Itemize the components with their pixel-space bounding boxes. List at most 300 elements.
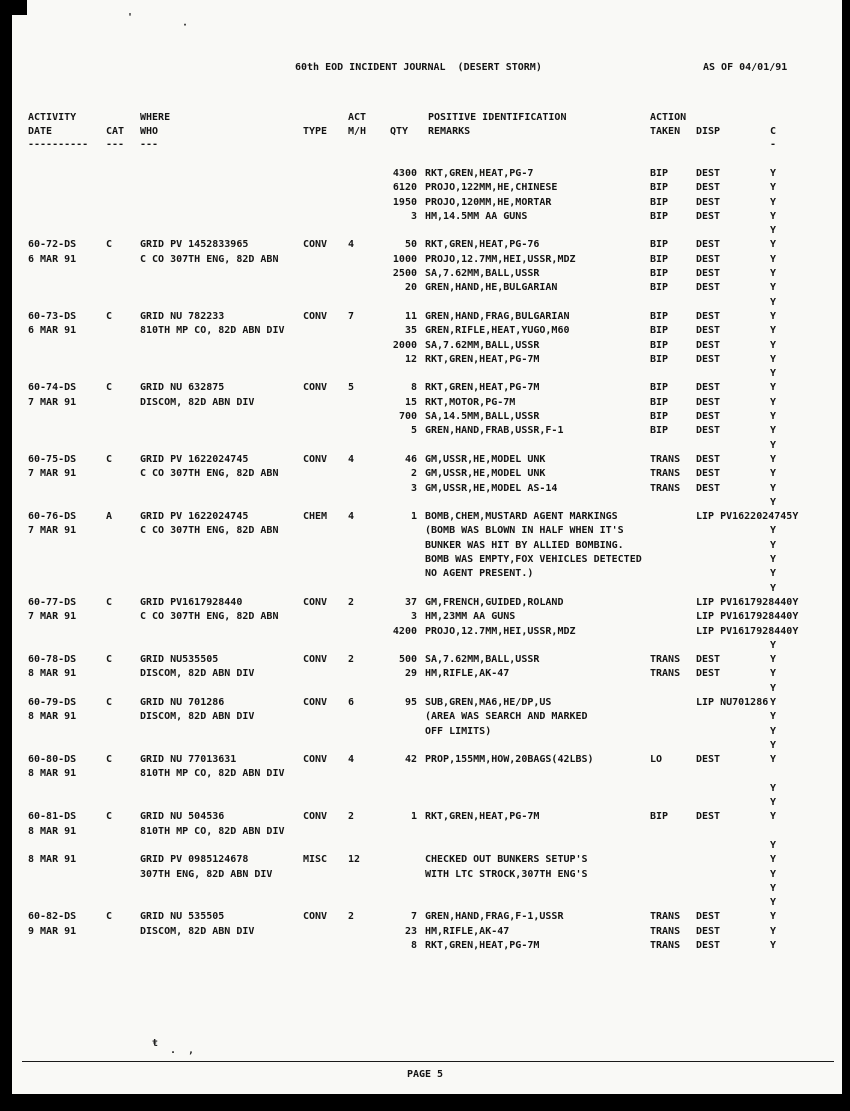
cell-remarks: GREN,HAND,HE,BULGARIAN	[425, 282, 558, 294]
cell-remarks: GM,FRENCH,GUIDED,ROLAND	[425, 596, 564, 608]
cell-qty: 37	[404, 596, 417, 608]
cell-disp: LIP NU701286	[696, 696, 769, 708]
cell-action-taken: LO	[650, 754, 663, 766]
cell-remarks: RKT,GREN,HEAT,PG-7M	[425, 353, 540, 365]
cell-qty: 23	[404, 925, 417, 937]
cell-qty: 1	[410, 511, 417, 523]
cell-disp: DEST	[696, 754, 721, 766]
cell-activity-date: 60-74-DS	[28, 382, 77, 394]
cell-c: Y	[770, 325, 777, 337]
journal-row	[0, 540, 850, 554]
cell-type: CONV	[303, 382, 328, 394]
cell-remarks: BUNKER WAS HIT BY ALLIED BOMBING.	[425, 539, 624, 551]
cell-remarks: NO AGENT PRESENT.)	[425, 568, 534, 580]
cell-activity-date: 6 MAR 91	[28, 325, 77, 337]
journal-row	[0, 311, 850, 325]
cell-activity-date: 60-77-DS	[28, 596, 77, 608]
cell-category: C	[106, 453, 113, 465]
cell-remarks: (BOMB WAS BLOWN IN HALF WHEN IT'S	[425, 525, 624, 537]
journal-row	[0, 797, 850, 811]
cell-c: Y	[770, 925, 777, 937]
journal-row	[0, 340, 850, 354]
cell-c: Y	[770, 882, 777, 894]
journal-row	[0, 597, 850, 611]
cell-act-mh: 4	[348, 453, 355, 465]
cell-action-taken: BIP	[650, 253, 669, 265]
cell-qty: 3	[410, 210, 417, 222]
cell-activity-date: 8 MAR 91	[28, 768, 77, 780]
cell-c: Y	[770, 582, 777, 594]
journal-row	[0, 583, 850, 597]
cell-action-taken: TRANS	[650, 482, 681, 494]
header-qty: QTY	[390, 126, 409, 137]
cell-remarks: RKT,GREN,HEAT,PG-7	[425, 168, 534, 179]
cell-disp: DEST	[696, 453, 721, 465]
cell-qty: 11	[404, 310, 417, 322]
cell-activity-date: 7 MAR 91	[28, 611, 77, 623]
scan-artifact: ·	[182, 20, 189, 31]
cell-action-taken: BIP	[650, 339, 669, 351]
cell-qty: 15	[404, 396, 417, 408]
header-who: WHO	[140, 126, 159, 137]
cell-c: Y	[770, 911, 777, 923]
cell-act-mh: 2	[348, 911, 355, 923]
cell-c: Y	[770, 668, 777, 680]
cell-qty: 6120	[392, 182, 417, 194]
cell-where-who: GRID NU 504536	[140, 811, 225, 823]
journal-row	[0, 511, 850, 525]
cell-qty: 2000	[392, 339, 417, 351]
cell-c: Y	[770, 854, 777, 866]
cell-type: CONV	[303, 310, 328, 322]
journal-row	[0, 211, 850, 225]
journal-row	[0, 611, 850, 625]
cell-type: CHEM	[303, 511, 328, 523]
cell-c: Y	[770, 253, 777, 265]
cell-remarks: PROJO,12.7MM,HEI,USSR,MDZ	[425, 253, 576, 265]
cell-disp: DEST	[696, 425, 721, 437]
cell-remarks: GM,USSR,HE,MODEL AS-14	[425, 482, 558, 494]
cell-disp: DEST	[696, 268, 721, 280]
cell-c: Y	[770, 782, 777, 794]
journal-row	[0, 640, 850, 654]
cell-where-who: GRID NU 535505	[140, 911, 225, 923]
cell-remarks: SUB,GREN,MA6,HE/DP,US	[425, 696, 552, 708]
document-title: 60th EOD INCIDENT JOURNAL (DESERT STORM)	[295, 62, 542, 73]
header-taken: TAKEN	[650, 126, 681, 137]
cell-remarks: SA,7.62MM,BALL,USSR	[425, 654, 540, 666]
scan-artifact: ŧ	[152, 1038, 159, 1049]
cell-qty: 50	[404, 239, 417, 251]
journal-row	[0, 254, 850, 268]
cell-qty: 8	[410, 940, 417, 952]
header-c-dash: -	[770, 139, 777, 150]
header-activity: ACTIVITY	[28, 112, 77, 123]
journal-body	[0, 168, 850, 954]
journal-row	[0, 368, 850, 382]
cell-disp: DEST	[696, 325, 721, 337]
cell-activity-date: 8 MAR 91	[28, 668, 77, 680]
cell-c: Y	[770, 568, 777, 580]
cell-activity-date: 8 MAR 91	[28, 854, 77, 866]
header-where: WHERE	[140, 112, 171, 123]
cell-where-who: C CO 307TH ENG, 82D ABN	[140, 468, 279, 480]
cell-c: Y	[770, 797, 777, 809]
cell-c: Y	[770, 296, 777, 308]
cell-c: Y	[770, 525, 777, 537]
cell-activity-date: 8 MAR 91	[28, 825, 77, 837]
cell-remarks: RKT,GREN,HEAT,PG-7M	[425, 940, 540, 952]
cell-where-who: DISCOM, 82D ABN DIV	[140, 711, 255, 723]
cell-where-who: DISCOM, 82D ABN DIV	[140, 668, 255, 680]
cell-c: Y	[770, 496, 777, 508]
cell-action-taken: BIP	[650, 396, 669, 408]
header-act: ACT	[348, 112, 367, 123]
cell-c: Y	[770, 382, 777, 394]
cell-c: Y	[770, 282, 777, 294]
cell-type: CONV	[303, 696, 328, 708]
journal-row	[0, 282, 850, 296]
cell-where-who: GRID PV 0985124678	[140, 854, 249, 866]
cell-type: CONV	[303, 811, 328, 823]
cell-type: CONV	[303, 239, 328, 251]
cell-activity-date: 60-78-DS	[28, 654, 77, 666]
cell-act-mh: 4	[348, 511, 355, 523]
cell-action-taken: TRANS	[650, 911, 681, 923]
cell-act-mh: 6	[348, 696, 355, 708]
header-c: C	[770, 126, 777, 137]
header-mh: M/H	[348, 126, 367, 137]
journal-row	[0, 883, 850, 897]
cell-qty: 29	[404, 668, 417, 680]
journal-row	[0, 568, 850, 582]
cell-qty: 8	[410, 382, 417, 394]
journal-row	[0, 654, 850, 668]
cell-disp: DEST	[696, 668, 721, 680]
cell-qty: 500	[398, 654, 417, 666]
cell-disp: DEST	[696, 182, 721, 194]
cell-c: Y	[770, 210, 777, 222]
cell-disp: DEST	[696, 911, 721, 923]
cell-remarks: RKT,GREN,HEAT,PG-7M	[425, 811, 540, 823]
cell-action-taken: BIP	[650, 210, 669, 222]
cell-c: Y	[770, 196, 777, 208]
cell-activity-date: 60-76-DS	[28, 511, 77, 523]
cell-c: Y	[770, 897, 777, 909]
cell-qty: 42	[404, 754, 417, 766]
journal-row	[0, 711, 850, 725]
journal-row	[0, 726, 850, 740]
header-cat: CAT	[106, 126, 125, 137]
cell-c: Y	[770, 811, 777, 823]
cell-where-who: GRID PV1617928440	[140, 596, 243, 608]
cell-qty: 700	[398, 411, 417, 423]
journal-row	[0, 397, 850, 411]
cell-action-taken: BIP	[650, 168, 669, 179]
cell-c: Y	[770, 411, 777, 423]
cell-category: C	[106, 239, 113, 251]
journal-row	[0, 497, 850, 511]
cell-where-who: 307TH ENG, 82D ABN DIV	[140, 868, 273, 880]
cell-c: Y	[770, 425, 777, 437]
cell-qty: 2500	[392, 268, 417, 280]
cell-qty: 1000	[392, 253, 417, 265]
cell-c: Y	[770, 310, 777, 322]
journal-row	[0, 554, 850, 568]
cell-where-who: DISCOM, 82D ABN DIV	[140, 925, 255, 937]
journal-row	[0, 225, 850, 239]
cell-where-who: DISCOM, 82D ABN DIV	[140, 396, 255, 408]
journal-row	[0, 668, 850, 682]
cell-remarks: SA,7.62MM,BALL,USSR	[425, 339, 540, 351]
cell-remarks: RKT,GREN,HEAT,PG-76	[425, 239, 540, 251]
journal-row	[0, 168, 850, 182]
cell-type: CONV	[303, 911, 328, 923]
cell-type: CONV	[303, 596, 328, 608]
cell-disp: DEST	[696, 468, 721, 480]
cell-c: Y	[770, 682, 777, 694]
cell-type: MISC	[303, 854, 328, 866]
cell-c: Y	[770, 482, 777, 494]
cell-remarks: HM,14.5MM AA GUNS	[425, 210, 528, 222]
cell-qty: 5	[410, 425, 417, 437]
cell-activity-date: 60-73-DS	[28, 310, 77, 322]
cell-where-who: C CO 307TH ENG, 82D ABN	[140, 525, 279, 537]
cell-disp: DEST	[696, 396, 721, 408]
cell-c: Y	[770, 468, 777, 480]
cell-qty: 20	[404, 282, 417, 294]
cell-qty: 3	[410, 611, 417, 623]
header-date-dashes: ----------	[28, 139, 89, 150]
cell-activity-date: 6 MAR 91	[28, 253, 77, 265]
scan-artifact: . ,	[170, 1045, 195, 1056]
header-cat-dashes: ---	[106, 139, 125, 150]
cell-remarks: HM,RIFLE,AK-47	[425, 668, 510, 680]
cell-category: C	[106, 654, 113, 666]
cell-remarks: GREN,HAND,FRAG,F-1,USSR	[425, 911, 564, 923]
cell-where-who: C CO 307TH ENG, 82D ABN	[140, 611, 279, 623]
cell-c: Y	[770, 225, 777, 237]
cell-activity-date: 60-81-DS	[28, 811, 77, 823]
cell-where-who: 810TH MP CO, 82D ABN DIV	[140, 768, 285, 780]
cell-disp: DEST	[696, 940, 721, 952]
cell-disp: DEST	[696, 210, 721, 222]
cell-action-taken: BIP	[650, 196, 669, 208]
cell-disp: LIP PV1617928440Y	[696, 625, 799, 637]
cell-remarks: RKT,GREN,HEAT,PG-7M	[425, 382, 540, 394]
journal-row	[0, 754, 850, 768]
cell-remarks: WITH LTC STROCK,307TH ENG'S	[425, 868, 588, 880]
cell-where-who: 810TH MP CO, 82D ABN DIV	[140, 325, 285, 337]
cell-category: C	[106, 310, 113, 322]
cell-action-taken: TRANS	[650, 453, 681, 465]
cell-remarks: PROJO,120MM,HE,MORTAR	[425, 196, 552, 208]
journal-row	[0, 911, 850, 925]
journal-row	[0, 854, 850, 868]
cell-remarks: SA,7.62MM,BALL,USSR	[425, 268, 540, 280]
cell-action-taken: BIP	[650, 382, 669, 394]
header-action: ACTION	[650, 112, 687, 123]
cell-act-mh: 12	[348, 854, 361, 866]
cell-c: Y	[770, 711, 777, 723]
journal-row	[0, 926, 850, 940]
cell-disp: DEST	[696, 282, 721, 294]
cell-c: Y	[770, 353, 777, 365]
cell-qty: 4200	[392, 625, 417, 637]
header-positive-identification: POSITIVE IDENTIFICATION	[428, 112, 567, 123]
cell-action-taken: TRANS	[650, 940, 681, 952]
cell-type: CONV	[303, 453, 328, 465]
cell-c: Y	[770, 739, 777, 751]
journal-row	[0, 468, 850, 482]
cell-action-taken: BIP	[650, 811, 669, 823]
cell-c: Y	[770, 239, 777, 251]
cell-qty: 4300	[392, 168, 417, 179]
cell-act-mh: 4	[348, 239, 355, 251]
cell-c: Y	[770, 754, 777, 766]
scan-border-bottom	[0, 1094, 850, 1111]
header-type: TYPE	[303, 126, 328, 137]
header-who-dashes: ---	[140, 139, 159, 150]
cell-c: Y	[770, 268, 777, 280]
journal-row	[0, 454, 850, 468]
cell-qty: 12	[404, 353, 417, 365]
cell-remarks: PROJO,122MM,HE,CHINESE	[425, 182, 558, 194]
cell-act-mh: 2	[348, 654, 355, 666]
cell-category: C	[106, 754, 113, 766]
cell-where-who: 810TH MP CO, 82D ABN DIV	[140, 825, 285, 837]
cell-remarks: GREN,HAND,FRAG,BULGARIAN	[425, 310, 570, 322]
journal-row	[0, 382, 850, 396]
cell-disp: DEST	[696, 411, 721, 423]
cell-disp: DEST	[696, 925, 721, 937]
cell-qty: 1	[410, 811, 417, 823]
cell-activity-date: 9 MAR 91	[28, 925, 77, 937]
cell-activity-date: 60-72-DS	[28, 239, 77, 251]
cell-type: CONV	[303, 754, 328, 766]
cell-remarks: GREN,HAND,FRAB,USSR,F-1	[425, 425, 564, 437]
cell-qty: 2	[410, 468, 417, 480]
cell-c: Y	[770, 839, 777, 851]
cell-c: Y	[770, 339, 777, 351]
journal-row	[0, 483, 850, 497]
cell-where-who: GRID PV 1452833965	[140, 239, 249, 251]
column-header-row-1	[0, 112, 850, 126]
journal-row	[0, 783, 850, 797]
journal-row	[0, 525, 850, 539]
cell-act-mh: 7	[348, 310, 355, 322]
cell-where-who: GRID PV 1622024745	[140, 511, 249, 523]
cell-remarks: (AREA WAS SEARCH AND MARKED	[425, 711, 588, 723]
cell-action-taken: BIP	[650, 310, 669, 322]
cell-c: Y	[770, 639, 777, 651]
cell-remarks: GM,USSR,HE,MODEL UNK	[425, 468, 546, 480]
cell-c: Y	[770, 654, 777, 666]
cell-c: Y	[770, 182, 777, 194]
cell-remarks: HM,RIFLE,AK-47	[425, 925, 510, 937]
cell-where-who: GRID NU 632875	[140, 382, 225, 394]
cell-where-who: GRID NU 701286	[140, 696, 225, 708]
footer-rule	[22, 1061, 834, 1062]
cell-c: Y	[770, 396, 777, 408]
cell-remarks: CHECKED OUT BUNKERS SETUP'S	[425, 854, 588, 866]
cell-category: C	[106, 696, 113, 708]
cell-activity-date: 7 MAR 91	[28, 525, 77, 537]
cell-category: C	[106, 911, 113, 923]
cell-act-mh: 4	[348, 754, 355, 766]
cell-action-taken: BIP	[650, 425, 669, 437]
cell-disp: DEST	[696, 382, 721, 394]
cell-where-who: GRID NU 782233	[140, 310, 225, 322]
cell-act-mh: 2	[348, 596, 355, 608]
cell-disp: DEST	[696, 196, 721, 208]
cell-action-taken: BIP	[650, 268, 669, 280]
cell-disp: DEST	[696, 811, 721, 823]
cell-qty: 3	[410, 482, 417, 494]
cell-action-taken: BIP	[650, 239, 669, 251]
cell-where-who: GRID PV 1622024745	[140, 453, 249, 465]
cell-activity-date: 60-80-DS	[28, 754, 77, 766]
cell-disp: DEST	[696, 339, 721, 351]
cell-qty: 35	[404, 325, 417, 337]
cell-disp: LIP PV1617928440Y	[696, 596, 799, 608]
journal-row	[0, 325, 850, 339]
cell-remarks: GM,USSR,HE,MODEL UNK	[425, 453, 546, 465]
cell-disp: DEST	[696, 239, 721, 251]
cell-c: Y	[770, 868, 777, 880]
cell-disp: DEST	[696, 310, 721, 322]
column-header-underline-row	[0, 139, 850, 153]
column-header-row-2	[0, 126, 850, 140]
scan-artifact: '	[127, 12, 134, 23]
cell-remarks: HM,23MM AA GUNS	[425, 611, 516, 623]
cell-qty: 46	[404, 453, 417, 465]
cell-disp: DEST	[696, 654, 721, 666]
cell-disp: DEST	[696, 253, 721, 265]
cell-activity-date: 7 MAR 91	[28, 396, 77, 408]
journal-row	[0, 826, 850, 840]
cell-activity-date: 60-79-DS	[28, 696, 77, 708]
cell-act-mh: 5	[348, 382, 355, 394]
cell-action-taken: TRANS	[650, 668, 681, 680]
cell-action-taken: BIP	[650, 325, 669, 337]
cell-category: C	[106, 596, 113, 608]
journal-row	[0, 182, 850, 196]
cell-c: Y	[770, 725, 777, 737]
cell-action-taken: BIP	[650, 353, 669, 365]
page-number: PAGE 5	[406, 1069, 444, 1080]
journal-row	[0, 683, 850, 697]
cell-disp: DEST	[696, 482, 721, 494]
cell-c: Y	[770, 554, 777, 566]
cell-c: Y	[770, 696, 777, 708]
cell-remarks: PROP,155MM,HOW,20BAGS(42LBS)	[425, 754, 594, 766]
cell-action-taken: BIP	[650, 411, 669, 423]
cell-remarks: PROJO,12.7MM,HEI,USSR,MDZ	[425, 625, 576, 637]
journal-row	[0, 840, 850, 854]
cell-where-who: GRID NU535505	[140, 654, 219, 666]
cell-activity-date: 60-75-DS	[28, 453, 77, 465]
header-remarks: REMARKS	[428, 126, 471, 137]
cell-type: CONV	[303, 654, 328, 666]
as-of-date: AS OF 04/01/91	[703, 62, 788, 73]
cell-disp: LIP PV1617928440Y	[696, 611, 799, 623]
cell-where-who: GRID NU 77013631	[140, 754, 237, 766]
cell-remarks: SA,14.5MM,BALL,USSR	[425, 411, 540, 423]
cell-category: A	[106, 511, 113, 523]
cell-remarks: BOMB WAS EMPTY,FOX VEHICLES DETECTED	[425, 554, 642, 566]
journal-row	[0, 626, 850, 640]
